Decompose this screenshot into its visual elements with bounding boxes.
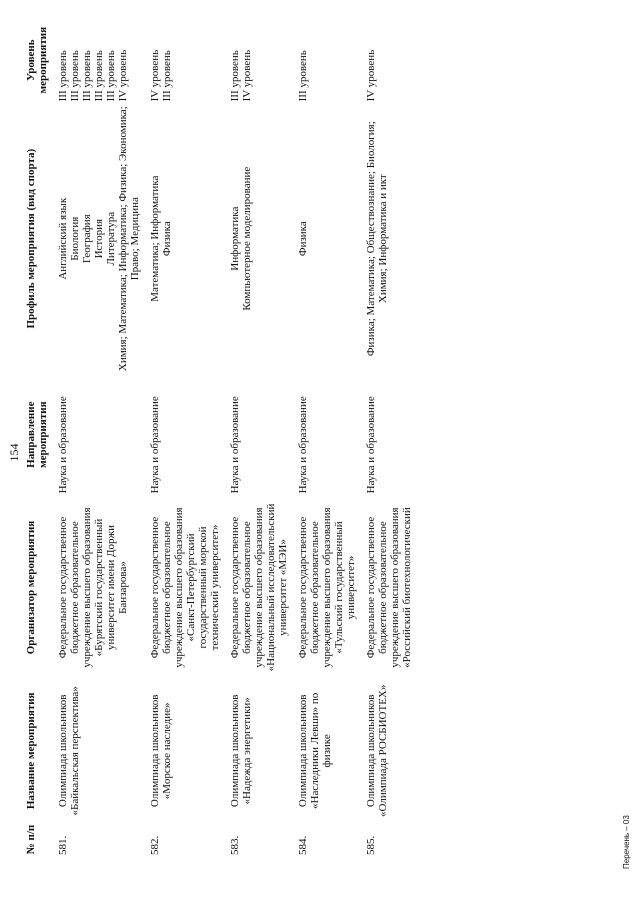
level-item: III уровень: [81, 50, 93, 102]
profile-item: Химия; Математика; Информатика; Физика; Экономика; Право; Медицина: [117, 106, 141, 372]
table-row: [147, 17, 227, 857]
row-name: Олимпиада школьников «Наследники Левши» по физике: [297, 692, 333, 809]
profile-item: Литература: [105, 211, 117, 266]
row-num: 582.: [149, 835, 161, 855]
table-row: [363, 17, 419, 857]
profile-item: Компьютерное моделирование: [241, 166, 253, 311]
row-direction: Наука и образование: [149, 396, 161, 494]
row-name: Олимпиада школьников «Надежда энергетики»: [229, 694, 253, 808]
row-num: 584.: [297, 835, 309, 855]
level-item: IV уровень: [117, 49, 129, 102]
row-levels: [363, 17, 419, 103]
row-direction: Наука и образование: [229, 396, 241, 494]
level-item: III уровень: [69, 50, 81, 102]
olympiad-register-table: [22, 17, 419, 857]
row-direction: Наука и образование: [57, 396, 69, 494]
page-number: 154: [7, 443, 21, 462]
row-levels: [295, 17, 363, 103]
row-num: 583.: [229, 835, 241, 855]
row-levels: [227, 17, 295, 103]
row-profiles: [363, 103, 419, 374]
level-item: IV уровень: [149, 49, 161, 102]
level-item: III уровень: [229, 50, 241, 102]
profile-item: История: [93, 218, 105, 259]
header-organizer: Организатор мероприятия: [25, 520, 37, 655]
row-organizer: Федеральное государственное бюджетное образовательное учреждение высшего образования «Национальный исследовательский университет «МЭИ»: [229, 503, 289, 672]
row-organizer: Федеральное государственное бюджетное образовательное учреждение высшего образования «Российский биотехнологический: [365, 507, 413, 668]
header-level: Уровень мероприятия: [25, 26, 49, 94]
level-item: III уровень: [105, 50, 117, 102]
table-header-row: [22, 17, 55, 857]
row-organizer: Федеральное государственное бюджетное образовательное учреждение высшего образования «Бурятский государственный университет имени Доржи Банзарова»: [57, 507, 129, 668]
row-levels: [55, 17, 147, 103]
profile-item: Английский язык: [57, 197, 69, 280]
row-profiles: [227, 103, 295, 374]
row-profiles: [295, 103, 363, 374]
row-direction: Наука и образование: [365, 396, 377, 494]
level-item: III уровень: [161, 50, 173, 102]
table-row: [295, 17, 363, 857]
row-num: 581.: [57, 835, 69, 855]
level-item: IV уровень: [365, 49, 377, 102]
profile-item: Информатика: [229, 206, 241, 271]
profile-item: География: [81, 214, 93, 264]
level-item: III уровень: [93, 50, 105, 102]
profile-item: Математика; Информатика: [149, 175, 161, 302]
header-num: № п/п: [25, 824, 37, 855]
row-name: Олимпиада школьников «Байкальская перспектива»: [57, 686, 81, 816]
row-name: Олимпиада школьников «Морское наследие»: [149, 694, 173, 808]
level-item: IV уровень: [241, 49, 253, 102]
table-row: [55, 17, 147, 857]
row-name: Олимпиада школьников «Олимпиада РОСБИОТЕХ»: [365, 684, 389, 818]
level-item: III уровень: [297, 50, 309, 102]
profile-item: Физика; Математика; Обществознание; Биология; Химия; Информатика и икт: [365, 121, 389, 357]
profile-item: Биология: [69, 216, 81, 261]
header-name: Название мероприятия: [25, 692, 37, 810]
row-direction: Наука и образование: [297, 396, 309, 494]
profile-item: Физика: [297, 221, 309, 257]
row-profiles: [147, 103, 227, 374]
row-num: 585.: [365, 835, 377, 855]
row-organizer: Федеральное государственное бюджетное образовательное учреждение высшего образования «Тульский государственный университет»: [297, 507, 357, 668]
header-profile: Профиль мероприятия (вид спорта): [25, 148, 37, 329]
footer-note: Перечень – 03: [622, 815, 631, 869]
profile-item: Физика: [161, 221, 173, 257]
row-levels: [147, 17, 227, 103]
row-organizer: Федеральное государственное бюджетное образовательное учреждение высшего образования «Санкт-Петербургский государственный морской технический университет»: [149, 507, 221, 668]
level-item: III уровень: [57, 50, 69, 102]
table-row: [227, 17, 295, 857]
header-direction: Направление мероприятия: [25, 401, 49, 468]
row-profiles: [55, 103, 147, 374]
